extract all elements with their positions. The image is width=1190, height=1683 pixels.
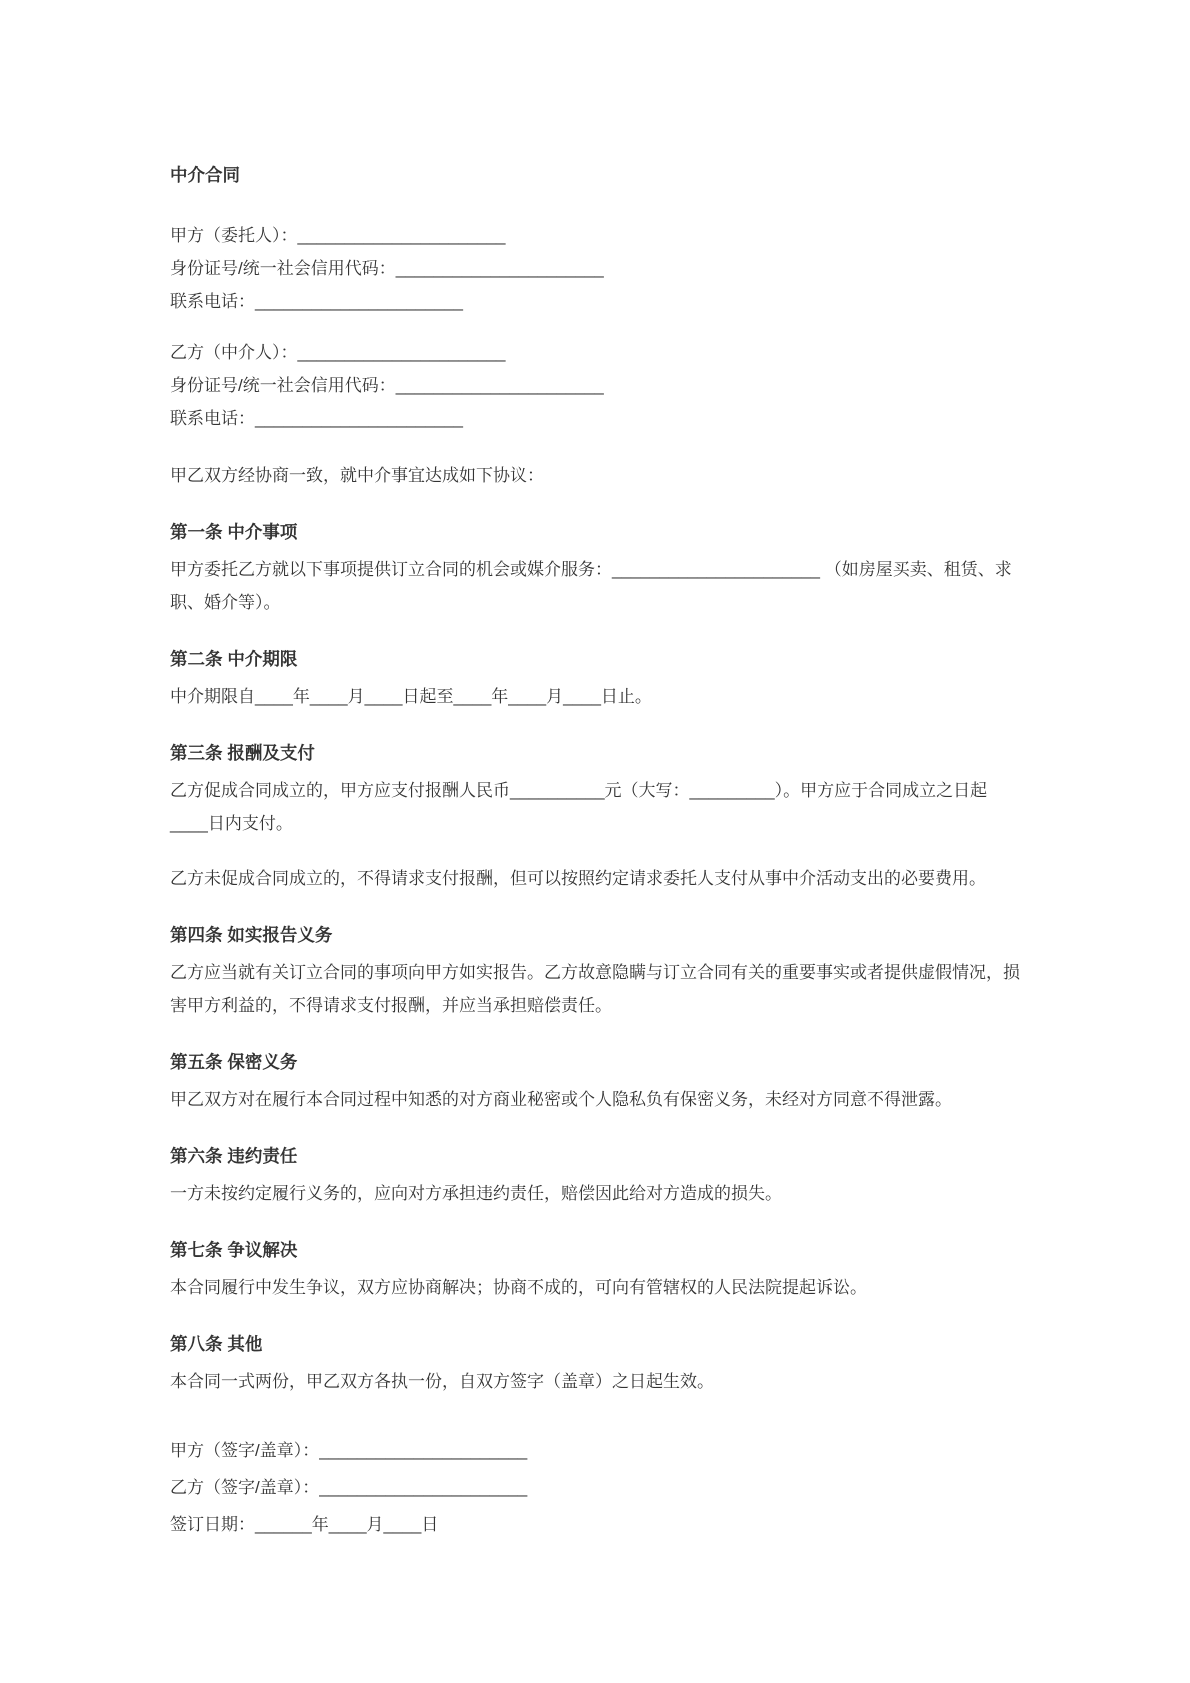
article-5-paragraph-1: 甲乙双方对在履行本合同过程中知悉的对方商业秘密或个人隐私负有保密义务，未经对方同意不得泄露。 [170,1090,952,1109]
article-4-heading: 第四条 如实报告义务 [170,925,333,945]
party-b-name-line: 乙方（中介人）：______________________ [170,343,506,362]
article-7-heading: 第七条 争议解决 [170,1240,298,1260]
article-1 [170,519,1020,619]
party-a-phone-line: 联系电话：______________________ [170,292,464,311]
party-a-id-line: 身份证号/统一社会信用代码：______________________ [170,259,604,278]
article-1-heading: 第一条 中介事项 [170,522,298,542]
party-b-phone-line: 联系电话：______________________ [170,409,464,428]
article-3-heading: 第三条 报酬及支付 [170,743,315,763]
article-6 [170,1143,1020,1210]
article-6-paragraph-1: 一方未按约定履行义务的，应向对方承担违约责任，赔偿因此给对方造成的损失。 [170,1184,782,1203]
article-2 [170,646,1020,713]
article-2-heading: 第二条 中介期限 [170,649,298,669]
article-7-paragraph-1: 本合同履行中发生争议，双方应协商解决；协商不成的，可向有管辖权的人民法院提起诉讼。 [170,1278,867,1297]
party-a-block [170,219,1020,318]
preamble-text: 甲乙双方经协商一致，就中介事宜达成如下协议： [170,466,544,485]
article-3-paragraph-1: 乙方促成合同成立的，甲方应支付报酬人民币__________元（大写：_________）。甲方应于合同成立之日起____日内支付。 [170,781,988,833]
document-title: 中介合同 [170,165,240,185]
article-8-heading: 第八条 其他 [170,1334,263,1354]
article-3 [170,740,1020,895]
article-3-paragraph-2: 乙方未促成合同成立的，不得请求支付报酬，但可以按照约定请求委托人支付从事中介活动支出的必要费用。 [170,869,986,888]
article-1-paragraph-1: 甲方委托乙方就以下事项提供订立合同的机会或媒介服务：______________________ （如房屋买卖、租赁、求职、婚介等）。 [170,560,1012,612]
party-b-block [170,336,1020,435]
signature-party-a-line: 甲方（签字/盖章）：______________________ [170,1441,528,1460]
signature-block [170,1432,1020,1543]
article-4-paragraph-1: 乙方应当就有关订立合同的事项向甲方如实报告。乙方故意隐瞒与订立合同有关的重要事实或者提供虚假情况，损害甲方利益的，不得请求支付报酬，并应当承担赔偿责任。 [170,963,1020,1015]
article-7 [170,1237,1020,1304]
article-4 [170,922,1020,1022]
article-8 [170,1331,1020,1398]
signature-date-line: 签订日期：______年____月____日 [170,1515,439,1534]
party-b-id-line: 身份证号/统一社会信用代码：______________________ [170,376,604,395]
party-a-name-line: 甲方（委托人）：______________________ [170,226,506,245]
signature-party-b-line: 乙方（签字/盖章）：______________________ [170,1478,528,1497]
article-5-heading: 第五条 保密义务 [170,1052,298,1072]
article-5 [170,1049,1020,1116]
article-2-paragraph-1: 中介期限自____年____月____日起至____年____月____日止。 [170,687,652,706]
article-6-heading: 第六条 违约责任 [170,1146,298,1166]
article-8-paragraph-1: 本合同一式两份，甲乙双方各执一份，自双方签字（盖章）之日起生效。 [170,1372,714,1391]
